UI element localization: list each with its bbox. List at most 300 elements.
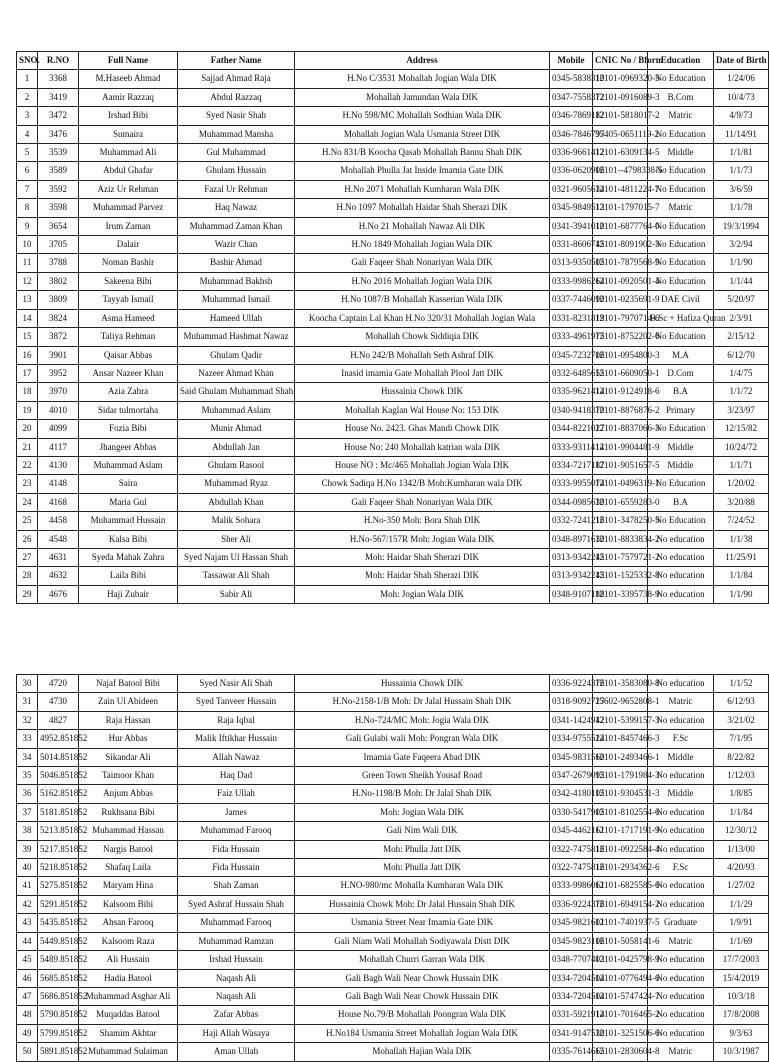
cell-father-name: Naqash Ali — [178, 969, 295, 987]
cell-full-name: Sumaira — [79, 125, 178, 143]
cell-mobile: 0342-4180105 — [550, 785, 593, 803]
cell-address: H.No 2071 Mohallah Kumharan Wala DIK — [295, 180, 550, 198]
table-row — [17, 548, 769, 566]
cell-address: Moh: Phulla Jatt DIK — [295, 859, 550, 877]
cell-sno: 17 — [17, 364, 38, 382]
cell-dob: 1/24/06 — [714, 70, 769, 88]
cell-dob: 1/1/84 — [714, 567, 769, 585]
cell-education: No education — [648, 840, 714, 858]
cell-education: No education — [648, 822, 714, 840]
cell-rno: 4548 — [38, 530, 79, 548]
cell-full-name: Kalsa Bibi — [79, 530, 178, 548]
cell-cnic: 12101-8752202-6 — [593, 328, 648, 346]
cell-rno: 4010 — [38, 401, 79, 419]
cell-education: No Education — [648, 70, 714, 88]
cell-rno: 3419 — [38, 88, 79, 106]
cell-mobile: 0333-9986264 — [550, 272, 593, 290]
cell-cnic: 12101-4811224-7 — [593, 180, 648, 198]
cell-father-name: Sher Ali — [178, 530, 295, 548]
cell-mobile: 0345-4462161 — [550, 822, 593, 840]
cell-sno: 9 — [17, 217, 38, 235]
cell-sno: 8 — [17, 199, 38, 217]
cell-mobile: 0313-9342245 — [550, 567, 593, 585]
cell-mobile: 0331-5921914 — [550, 1006, 593, 1024]
cell-father-name: Faiz Ullah — [178, 785, 295, 803]
cell-education: No education — [648, 711, 714, 729]
cell-sno: 33 — [17, 730, 38, 748]
cell-mobile: 0348-7707403 — [550, 951, 593, 969]
table-row — [17, 125, 769, 143]
cell-education: No Education — [648, 272, 714, 290]
cell-full-name: Asma Hameed — [79, 309, 178, 327]
cell-dob: 1/1/69 — [714, 932, 769, 950]
cell-father-name: Aman Ullah — [178, 1043, 295, 1061]
cell-education: No Education — [648, 254, 714, 272]
cell-education: No education — [648, 675, 714, 693]
cell-cnic: 12101-8457466-3 — [593, 730, 648, 748]
cell-mobile: 0333-9955074 — [550, 475, 593, 493]
cell-father-name: Abdul Razzaq — [178, 88, 295, 106]
cell-father-name: Said Ghulam Muhammad Shah — [178, 383, 295, 401]
cell-rno: 5489.851852 — [38, 951, 79, 969]
cell-sno: 25 — [17, 512, 38, 530]
cell-address: Hussainia Chowk DIK — [295, 383, 550, 401]
cell-education: Matric — [648, 199, 714, 217]
cell-education: M.A — [648, 346, 714, 364]
cell-mobile: 0345-9831560 — [550, 748, 593, 766]
cell-address: Gali Bagh Wali Near Chowk Hussain DIK — [295, 969, 550, 987]
cell-education: B.A — [648, 493, 714, 511]
cell-dob: 1/1/72 — [714, 383, 769, 401]
cell-full-name: Tayyab Ismail — [79, 291, 178, 309]
cell-rno: 3472 — [38, 107, 79, 125]
cell-mobile: 0336-9661412 — [550, 144, 593, 162]
cell-dob: 5/20/97 — [714, 291, 769, 309]
cell-dob: 12/15/82 — [714, 420, 769, 438]
cell-father-name: Bashir Ahmad — [178, 254, 295, 272]
cell-address: Koocha Captain Lal Khan H.No 320/31 Mohallah Jogian Wala — [295, 309, 550, 327]
cell-father-name: Raja Iqbal — [178, 711, 295, 729]
cell-mobile: 0333-9311414 — [550, 438, 593, 456]
cell-cnic: 35405-0651119-2 — [593, 125, 648, 143]
table-row — [17, 969, 769, 987]
cell-full-name: Irshad Bibi — [79, 107, 178, 125]
cell-education: F.Sc — [648, 859, 714, 877]
cell-address: H.No 1087/B Mohallah Kasserian Wala DIK — [295, 291, 550, 309]
cell-father-name: Syed Najam Ul Hassan Shah — [178, 548, 295, 566]
cell-address: Mohallah Kaglan Wal House No: 153 DIK — [295, 401, 550, 419]
cell-cnic: 12101-3395738-9 — [593, 585, 648, 603]
cell-rno: 3654 — [38, 217, 79, 235]
cell-education: DAE Civil — [648, 291, 714, 309]
table-row — [17, 272, 769, 290]
cell-father-name: Haq Dad — [178, 767, 295, 785]
table-row — [17, 877, 769, 895]
table-row — [17, 1024, 769, 1042]
cell-full-name: Muhammad Hassan — [79, 822, 178, 840]
cell-rno: 5217.851852 — [38, 840, 79, 858]
cell-dob: 4/9/73 — [714, 107, 769, 125]
cell-rno: 3705 — [38, 236, 79, 254]
cell-rno: 4099 — [38, 420, 79, 438]
cell-full-name: Noman Bashir — [79, 254, 178, 272]
cell-dob: 1/13/00 — [714, 840, 769, 858]
cell-sno: 46 — [17, 969, 38, 987]
cell-cnic: 12101-3583080-8 — [593, 675, 648, 693]
cell-father-name: Ghulam Rasool — [178, 456, 295, 474]
table-row — [17, 711, 769, 729]
cell-address: Gali Bagh Wali Near Chowk Hussain DIK — [295, 987, 550, 1005]
cell-rno: 4117 — [38, 438, 79, 456]
cell-rno: 3598 — [38, 199, 79, 217]
cell-father-name: Fazal Ur Rehman — [178, 180, 295, 198]
cell-sno: 40 — [17, 859, 38, 877]
cell-father-name: Muhammad Farooq — [178, 822, 295, 840]
cell-full-name: Azia Zahra — [79, 383, 178, 401]
cell-rno: 3476 — [38, 125, 79, 143]
cell-sno: 12 — [17, 272, 38, 290]
cell-mobile: 0322-7475816 — [550, 859, 593, 877]
table-row — [17, 144, 769, 162]
cell-rno: 3802 — [38, 272, 79, 290]
cell-mobile: 0334-7204504 — [550, 969, 593, 987]
cell-mobile: 0331-8231819 — [550, 309, 593, 327]
records-table-top — [16, 51, 769, 604]
cell-address: Mohallah Chowk Siddiqia DIK — [295, 328, 550, 346]
cell-mobile: 0321-9605634 — [550, 180, 593, 198]
cell-dob: 1/1/81 — [714, 144, 769, 162]
cell-father-name: Abdullah Jan — [178, 438, 295, 456]
cell-dob: 8/22/82 — [714, 748, 769, 766]
cell-sno: 13 — [17, 291, 38, 309]
cell-mobile: 0341-9147530 — [550, 1024, 593, 1042]
cell-full-name: Fozia Bibi — [79, 420, 178, 438]
cell-address: Moh: Jogian Wala DIK — [295, 803, 550, 821]
cell-education: No education — [648, 530, 714, 548]
cell-dob: 9/3/63 — [714, 1024, 769, 1042]
cell-address: H.NO-980/mc Mohalla Kumharan Wala DIK — [295, 877, 550, 895]
cell-sno: 10 — [17, 236, 38, 254]
cell-father-name: Muhammad Ryaz — [178, 475, 295, 493]
cell-rno: 5213.851852 — [38, 822, 79, 840]
table-row — [17, 895, 769, 913]
table-row — [17, 530, 769, 548]
table-row — [17, 236, 769, 254]
cell-mobile: 0348-9107188 — [550, 585, 593, 603]
cell-rno: 4458 — [38, 512, 79, 530]
cell-education: No Education — [648, 236, 714, 254]
cell-dob: 1/20/02 — [714, 475, 769, 493]
table-row — [17, 987, 769, 1005]
cell-full-name: Kalsoom Bibi — [79, 895, 178, 913]
table-row — [17, 1006, 769, 1024]
cell-mobile: 0341-1424942 — [550, 711, 593, 729]
table-row — [17, 1043, 769, 1061]
table-row — [17, 840, 769, 858]
cell-dob: 10/24/72 — [714, 438, 769, 456]
table-row — [17, 309, 769, 327]
cell-sno: 30 — [17, 675, 38, 693]
header-father-name: Father Name — [178, 52, 295, 70]
cell-sno: 31 — [17, 693, 38, 711]
cell-cnic: 15602-9652808-1 — [593, 693, 648, 711]
table-row — [17, 932, 769, 950]
cell-rno: 5435.851852 — [38, 914, 79, 932]
header-dob: Date of Birth — [714, 52, 769, 70]
cell-rno: 3589 — [38, 162, 79, 180]
cell-sno: 48 — [17, 1006, 38, 1024]
table-row — [17, 438, 769, 456]
cell-sno: 37 — [17, 803, 38, 821]
cell-full-name: Shafaq Laila — [79, 859, 178, 877]
cell-father-name: Shah Zaman — [178, 877, 295, 895]
cell-education: Matric — [648, 1043, 714, 1061]
header-sno: SNO. — [17, 52, 38, 70]
table-row — [17, 767, 769, 785]
cell-mobile: 0345-9849513 — [550, 199, 593, 217]
cell-rno: 4168 — [38, 493, 79, 511]
cell-full-name: Najaf Batool Bibi — [79, 675, 178, 693]
cell-father-name: Irshad Hussain — [178, 951, 295, 969]
cell-full-name: Sidar tulmortaha — [79, 401, 178, 419]
cell-cnic: 12101-8091902-3 — [593, 236, 648, 254]
cell-rno: 4676 — [38, 585, 79, 603]
cell-dob: 3/6/59 — [714, 180, 769, 198]
cell-mobile: 0344-8221027 — [550, 420, 593, 438]
cell-sno: 18 — [17, 383, 38, 401]
cell-cnic: 12101-6949154-2 — [593, 895, 648, 913]
cell-dob: 7/24/52 — [714, 512, 769, 530]
table-row — [17, 693, 769, 711]
table-row — [17, 567, 769, 585]
cell-rno: 5162.851852 — [38, 785, 79, 803]
cell-full-name: Haji Zubair — [79, 585, 178, 603]
cell-sno: 2 — [17, 88, 38, 106]
cell-education: Matric — [648, 693, 714, 711]
table-row — [17, 675, 769, 693]
cell-address: Mohallah Phulla Jat Inside Imamia Gate DIK — [295, 162, 550, 180]
cell-education: No Education — [648, 162, 714, 180]
cell-address: Green Town Sheikh Yousaf Road — [295, 767, 550, 785]
cell-sno: 50 — [17, 1043, 38, 1061]
cell-address: Moh: Jogian Wala DIK — [295, 585, 550, 603]
cell-rno: 5275.851852 — [38, 877, 79, 895]
cell-rno: 3788 — [38, 254, 79, 272]
cell-rno: 3970 — [38, 383, 79, 401]
cell-sno: 39 — [17, 840, 38, 858]
cell-mobile: 0335-9621414 — [550, 383, 593, 401]
cell-full-name: Aziz Ur Rehman — [79, 180, 178, 198]
cell-dob: 1/1/73 — [714, 162, 769, 180]
cell-cnic: 12101-8876876-2 — [593, 401, 648, 419]
cell-cnic: 12101-6877764-0 — [593, 217, 648, 235]
cell-address: H.No-2158-1/B Moh: Dr Jalal Hussain Shah DIK — [295, 693, 550, 711]
cell-full-name: Muhammad Aslam — [79, 456, 178, 474]
cell-education: No education — [648, 1024, 714, 1042]
cell-education: No Education — [648, 512, 714, 530]
cell-sno: 5 — [17, 144, 38, 162]
cell-rno: 3368 — [38, 70, 79, 88]
cell-full-name: Laila Bibi — [79, 567, 178, 585]
cell-sno: 44 — [17, 932, 38, 950]
cell-sno: 34 — [17, 748, 38, 766]
table-row — [17, 585, 769, 603]
cell-cnic: 12101-5747424-7 — [593, 987, 648, 1005]
cell-dob: 10/4/73 — [714, 88, 769, 106]
cell-father-name: Sajjad Ahmad Raja — [178, 70, 295, 88]
cell-dob: 1/1/71 — [714, 456, 769, 474]
cell-cnic: 12101-9304531-3 — [593, 785, 648, 803]
cell-rno: 5686.851852 — [38, 987, 79, 1005]
cell-education: No education — [648, 548, 714, 566]
cell-mobile: 0347-2679095 — [550, 767, 593, 785]
cell-mobile: 0336-9224376 — [550, 895, 593, 913]
cell-cnic: 12101-5058141-6 — [593, 932, 648, 950]
cell-father-name: Haq Nawaz — [178, 199, 295, 217]
cell-dob: 11/25/91 — [714, 548, 769, 566]
cell-sno: 26 — [17, 530, 38, 548]
cell-address: House NO : Mc/465 Mohallah Jogian Wala DIK — [295, 456, 550, 474]
cell-address: Gali Faqeer Shah Nonariyan Wala DIK — [295, 493, 550, 511]
cell-sno: 43 — [17, 914, 38, 932]
cell-dob: 12/30/12 — [714, 822, 769, 840]
cell-rno: 5046.851852 — [38, 767, 79, 785]
cell-education: Middle — [648, 456, 714, 474]
cell-rno: 3952 — [38, 364, 79, 382]
cell-address: H.No-1198/B Moh: Dr Jalal Shah DIK — [295, 785, 550, 803]
cell-father-name: Hameed Ullah — [178, 309, 295, 327]
cell-mobile: 0318-9092727 — [550, 693, 593, 711]
cell-mobile: 0313-9350505 — [550, 254, 593, 272]
table-row — [17, 420, 769, 438]
cell-education: No Education — [648, 475, 714, 493]
table-row — [17, 88, 769, 106]
cell-sno: 41 — [17, 877, 38, 895]
cell-sno: 42 — [17, 895, 38, 913]
cell-full-name: Jhangeer Abbas — [79, 438, 178, 456]
cell-address: H.No 598/MC Mohallah Sodhian Wala DIK — [295, 107, 550, 125]
cell-full-name: Hadia Batool — [79, 969, 178, 987]
cell-mobile: 0334-7204504 — [550, 987, 593, 1005]
cell-full-name: Syeda Mahak Zahra — [79, 548, 178, 566]
cell-dob: 10/3/1987 — [714, 1043, 769, 1061]
cell-mobile: 0313-9342245 — [550, 548, 593, 566]
cell-sno: 11 — [17, 254, 38, 272]
cell-dob: 1/8/85 — [714, 785, 769, 803]
cell-dob: 15/4/2019 — [714, 969, 769, 987]
cell-mobile: 0331-8606745 — [550, 236, 593, 254]
cell-sno: 21 — [17, 438, 38, 456]
cell-full-name: Hur Abbas — [79, 730, 178, 748]
cell-cnic: 12101-7970714-6 — [593, 309, 648, 327]
cell-cnic: 12101-7016465-2 — [593, 1006, 648, 1024]
cell-full-name: Muhammad Parvez — [79, 199, 178, 217]
cell-rno: 3592 — [38, 180, 79, 198]
cell-dob: 1/1/78 — [714, 199, 769, 217]
records-table-bottom — [16, 674, 769, 1062]
cell-sno: 22 — [17, 456, 38, 474]
cell-father-name: Muhammad Farooq — [178, 914, 295, 932]
cell-father-name: Gul Muhammad — [178, 144, 295, 162]
header-address: Address — [295, 52, 550, 70]
cell-mobile: 0333-9986061 — [550, 877, 593, 895]
cell-dob: 1/1/90 — [714, 254, 769, 272]
cell-address: House No: 240 Mohallah katrian wala DIK — [295, 438, 550, 456]
cell-education: B.A — [648, 383, 714, 401]
cell-cnic: 12101-3478250-5 — [593, 512, 648, 530]
cell-address: Gali Faqeer Shah Nonariyan Wala DIK — [295, 254, 550, 272]
cell-father-name: Muhammad Bakhsh — [178, 272, 295, 290]
cell-dob: 1/9/91 — [714, 914, 769, 932]
cell-address: H.No-567/157R Moh: Jogian Wala DIK — [295, 530, 550, 548]
cell-dob: 3/20/88 — [714, 493, 769, 511]
header-rno: R.NO — [38, 52, 79, 70]
cell-cnic: 12101-0496319-1 — [593, 475, 648, 493]
table-row — [17, 383, 769, 401]
cell-full-name: M.Haseeb Ahmad — [79, 70, 178, 88]
cell-cnic: 12101-8837066-3 — [593, 420, 648, 438]
cell-address: Moh: Haidar Shah Sherazi DIK — [295, 548, 550, 566]
cell-father-name: Malik Iftikhar Hussain — [178, 730, 295, 748]
header-mobile: Mobile — [550, 52, 593, 70]
cell-dob: 3/21/02 — [714, 711, 769, 729]
cell-full-name: Abdul Ghafar — [79, 162, 178, 180]
cell-address: Mohallah Churri Garran Wala DIK — [295, 951, 550, 969]
header-cnic: CNIC No / Bform — [593, 52, 648, 70]
cell-sno: 4 — [17, 125, 38, 143]
cell-sno: 32 — [17, 711, 38, 729]
cell-rno: 3539 — [38, 144, 79, 162]
cell-dob: 1/27/02 — [714, 877, 769, 895]
cell-address: Mohallah Jogian Wala Usmania Street DIK — [295, 125, 550, 143]
cell-dob: 1/1/84 — [714, 803, 769, 821]
cell-cnic: 12101-9124918-6 — [593, 383, 648, 401]
cell-dob: 1/1/52 — [714, 675, 769, 693]
cell-rno: 5790.851852 — [38, 1006, 79, 1024]
cell-mobile: 0346-7846797 — [550, 125, 593, 143]
cell-cnic: 12101-0920501-4 — [593, 272, 648, 290]
table-row — [17, 217, 769, 235]
cell-full-name: Muhammad Hussain — [79, 512, 178, 530]
table-row — [17, 70, 769, 88]
cell-education: No education — [648, 951, 714, 969]
cell-cnic: 12101-6309134-5 — [593, 144, 648, 162]
cell-mobile: 0345-9821601 — [550, 914, 593, 932]
cell-dob: 6/12/70 — [714, 346, 769, 364]
cell-full-name: Shamim Akhtar — [79, 1024, 178, 1042]
table-row — [17, 730, 769, 748]
cell-education: No education — [648, 969, 714, 987]
cell-address: H.No 1097 Mohallah Haidar Shah Sherazi DIK — [295, 199, 550, 217]
cell-mobile: 0340-9418370 — [550, 401, 593, 419]
table-header-row — [17, 52, 769, 70]
table-row — [17, 254, 769, 272]
header-full-name: Full Name — [79, 52, 178, 70]
cell-father-name: Fida Hussain — [178, 840, 295, 858]
cell-education: No education — [648, 567, 714, 585]
cell-cnic: 12101-1791984-3 — [593, 767, 648, 785]
cell-education: No Education — [648, 217, 714, 235]
cell-rno: 3809 — [38, 291, 79, 309]
table-row — [17, 199, 769, 217]
cell-full-name: Taliya Rehman — [79, 328, 178, 346]
cell-father-name: Naqash Ali — [178, 987, 295, 1005]
cell-cnic: 12101--4798338-5 — [593, 162, 648, 180]
cell-rno: 5685.851852 — [38, 969, 79, 987]
table-row — [17, 180, 769, 198]
cell-dob: 7/1/95 — [714, 730, 769, 748]
cell-cnic: 12101-9051657-5 — [593, 456, 648, 474]
